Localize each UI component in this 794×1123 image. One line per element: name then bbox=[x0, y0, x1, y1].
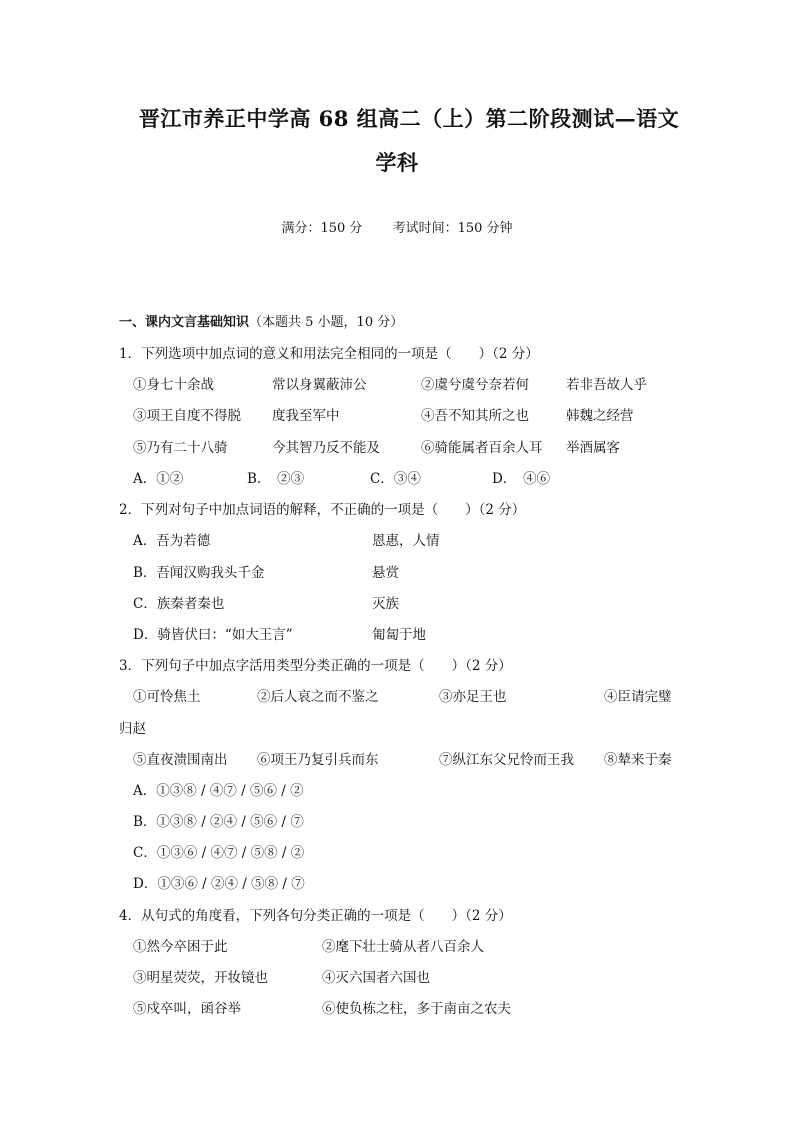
q1-cell: 今其智乃反不能及 bbox=[272, 440, 380, 456]
q4-row-2 bbox=[0, 966, 794, 986]
q1-cell: ②虞兮虞兮奈若何 bbox=[421, 377, 529, 393]
section-note: （本题共 5 小题，10 分） bbox=[249, 315, 404, 330]
q2-gloss: 恩惠，人情 bbox=[372, 533, 440, 549]
q1-option-c: C．③④ bbox=[370, 471, 421, 487]
q1-cell: ⑤乃有二十八骑 bbox=[133, 440, 228, 456]
q3-item: ⑧辇来于秦 bbox=[604, 752, 672, 768]
q3-item: ④臣请完璧 bbox=[604, 689, 672, 705]
q3-option-c: C．①③⑥ / ④⑦ / ⑤⑧ / ② bbox=[133, 845, 305, 861]
q1-option-a: A．①② bbox=[133, 471, 184, 487]
q3-item: ②后人哀之而不鉴之 bbox=[257, 689, 379, 705]
q4-row-3 bbox=[0, 997, 794, 1017]
q2-sentence: D．骑皆伏曰：“如大王言” bbox=[133, 627, 293, 643]
q1-row-2 bbox=[0, 404, 794, 424]
q4-item: ③明星荧荧，开妆镜也 bbox=[133, 970, 268, 986]
q1-cell: 若非吾故人乎 bbox=[566, 377, 647, 393]
q3-row-2 bbox=[0, 748, 794, 768]
q3-option-d: D．①③⑥ / ②④ / ⑤⑧ / ⑦ bbox=[133, 876, 305, 892]
exam-title-line1: 晋江市养正中学高 68 组高二（上）第二阶段测试—语文 bbox=[138, 106, 680, 131]
q1-options bbox=[0, 467, 794, 487]
q1-cell: 举酒属客 bbox=[566, 440, 620, 456]
q3-row-1-continuation: 归赵 bbox=[119, 721, 146, 737]
q4-stem: 4．从句式的角度看，下列各句分类正确的一项是（ ）（2 分） bbox=[119, 908, 512, 924]
q4-item: ①然今卒困于此 bbox=[133, 939, 228, 955]
section-title: 一、课内文言基础知识 bbox=[119, 315, 250, 330]
q1-cell: ③项王自度不得脱 bbox=[133, 408, 241, 424]
q2-sentence: A．吾为若德 bbox=[133, 533, 211, 549]
q2-gloss: 匍匐于地 bbox=[372, 627, 426, 643]
q4-row-1 bbox=[0, 935, 794, 955]
q3-item: ①可怜焦土 bbox=[133, 689, 201, 705]
q3-stem: 3．下列句子中加点字活用类型分类正确的一项是（ ）（2 分） bbox=[119, 658, 512, 674]
exam-meta bbox=[0, 217, 794, 236]
q2-stem: 2．下列对句子中加点词语的解释，不正确的一项是（ ）（2 分） bbox=[119, 502, 526, 518]
q3-option-b: B．①③⑧ / ②④ / ⑤⑥ / ⑦ bbox=[133, 814, 304, 830]
q1-cell: 常以身翼蔽沛公 bbox=[272, 377, 367, 393]
q3-item: ⑥项王乃复引兵而东 bbox=[257, 752, 379, 768]
exam-time: 考试时间：150 分钟 bbox=[392, 221, 513, 236]
q3-item: ③亦足王也 bbox=[439, 689, 507, 705]
q3-item: ⑦纵江东父兄怜而王我 bbox=[439, 752, 574, 768]
q3-row-1 bbox=[0, 685, 794, 705]
q1-cell: 度我至军中 bbox=[272, 408, 340, 424]
q1-option-b: B． ②③ bbox=[247, 471, 305, 487]
q1-cell: 韩魏之经营 bbox=[566, 408, 634, 424]
q2-option-b bbox=[0, 561, 794, 581]
q2-option-a bbox=[0, 529, 794, 549]
q1-stem: 1．下列选项中加点词的意义和用法完全相同的一项是（ ）（2 分） bbox=[119, 346, 539, 362]
q4-item: ②麾下壮士骑从者八百余人 bbox=[322, 939, 484, 955]
q2-sentence: C．族秦者秦也 bbox=[133, 596, 225, 612]
q4-item: ⑤戍卒叫，函谷举 bbox=[133, 1001, 241, 1017]
exam-title-line2: 学科 bbox=[375, 150, 419, 175]
q1-option-d: D． ④⑥ bbox=[492, 471, 551, 487]
full-score: 满分：150 分 bbox=[281, 221, 363, 236]
section-heading bbox=[119, 311, 403, 330]
q2-sentence: B．吾闻汉购我头千金 bbox=[133, 565, 265, 581]
q1-row-1 bbox=[0, 373, 794, 393]
q3-item: ⑤直夜溃围南出 bbox=[133, 752, 228, 768]
q3-option-a: A．①③⑧ / ④⑦ / ⑤⑥ / ② bbox=[133, 783, 304, 799]
q2-gloss: 灭族 bbox=[372, 596, 399, 612]
q4-item: ⑥使负栋之柱，多于南亩之农夫 bbox=[322, 1001, 511, 1017]
q1-cell: ④吾不知其所之也 bbox=[421, 408, 529, 424]
q1-row-3 bbox=[0, 436, 794, 456]
q2-option-c bbox=[0, 592, 794, 612]
q1-cell: ⑥骑能属者百余人耳 bbox=[421, 440, 543, 456]
q1-cell: ①身七十余战 bbox=[133, 377, 214, 393]
q4-item: ④灭六国者六国也 bbox=[322, 970, 430, 986]
q2-option-d bbox=[0, 623, 794, 643]
q2-gloss: 悬赏 bbox=[372, 565, 399, 581]
